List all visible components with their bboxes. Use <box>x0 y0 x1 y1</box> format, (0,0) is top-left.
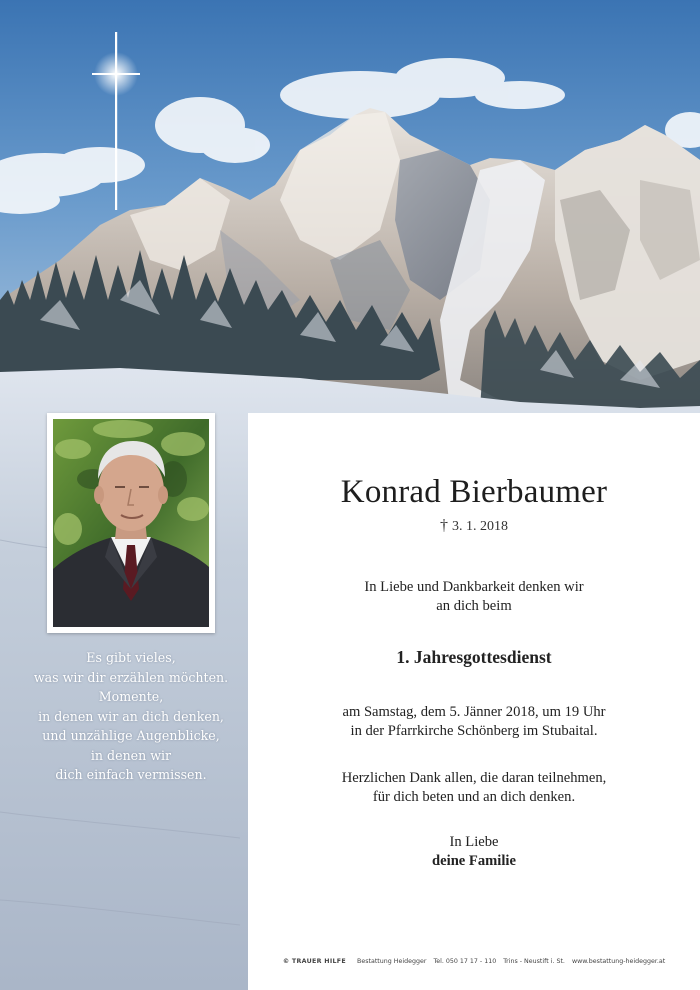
poem-line: in denen wir an dich denken, <box>38 708 224 724</box>
cross-icon: † <box>440 517 448 534</box>
intro-text: In Liebe und Dankbarkeit denken wir an dich beim <box>364 579 584 614</box>
footer-company: Bestattung Heidegger <box>357 958 427 965</box>
family-signature: deine Familie <box>432 853 516 869</box>
memorial-poem <box>20 648 242 785</box>
poem-line: Es gibt vieles, <box>86 650 176 665</box>
poem-line: und unzählige Augenblicke, <box>42 728 220 743</box>
portrait-frame <box>47 413 215 633</box>
poem-line: was wir dir erzählen möchten. <box>33 669 229 685</box>
footer-location: Trins - Neustift i. St. <box>503 958 565 965</box>
portrait-photo <box>53 419 209 627</box>
death-date-line <box>248 517 700 535</box>
poem-line: dich einfach vermissen. <box>55 767 207 782</box>
thanks-text: Herzlichen Dank allen, die daran teilnehmen, für dich beten und an dich denken. <box>341 770 607 805</box>
event-title: 1. Jahresgottesdienst <box>396 647 552 667</box>
event-details: am Samstag, dem 5. Jänner 2018, um 19 Uhr in der Pfarrkirche Schönberg im Stubaital. <box>342 704 606 739</box>
trauerhilfe-logo: © TRAUER HILFE <box>282 958 347 965</box>
poem-line: in denen wir <box>90 747 172 763</box>
footer-phone: Tel. 050 17 17 - 110 <box>433 958 497 965</box>
footer-website-link[interactable]: www.bestattung-heidegger.at <box>571 958 666 965</box>
poem-line: Momente, <box>98 689 164 704</box>
footer <box>248 958 700 965</box>
death-date: 3. 1. 2018 <box>452 519 508 534</box>
deceased-name: Konrad Bierbaumer <box>340 474 608 510</box>
closing-text: In Liebe deine Familie <box>248 833 700 871</box>
